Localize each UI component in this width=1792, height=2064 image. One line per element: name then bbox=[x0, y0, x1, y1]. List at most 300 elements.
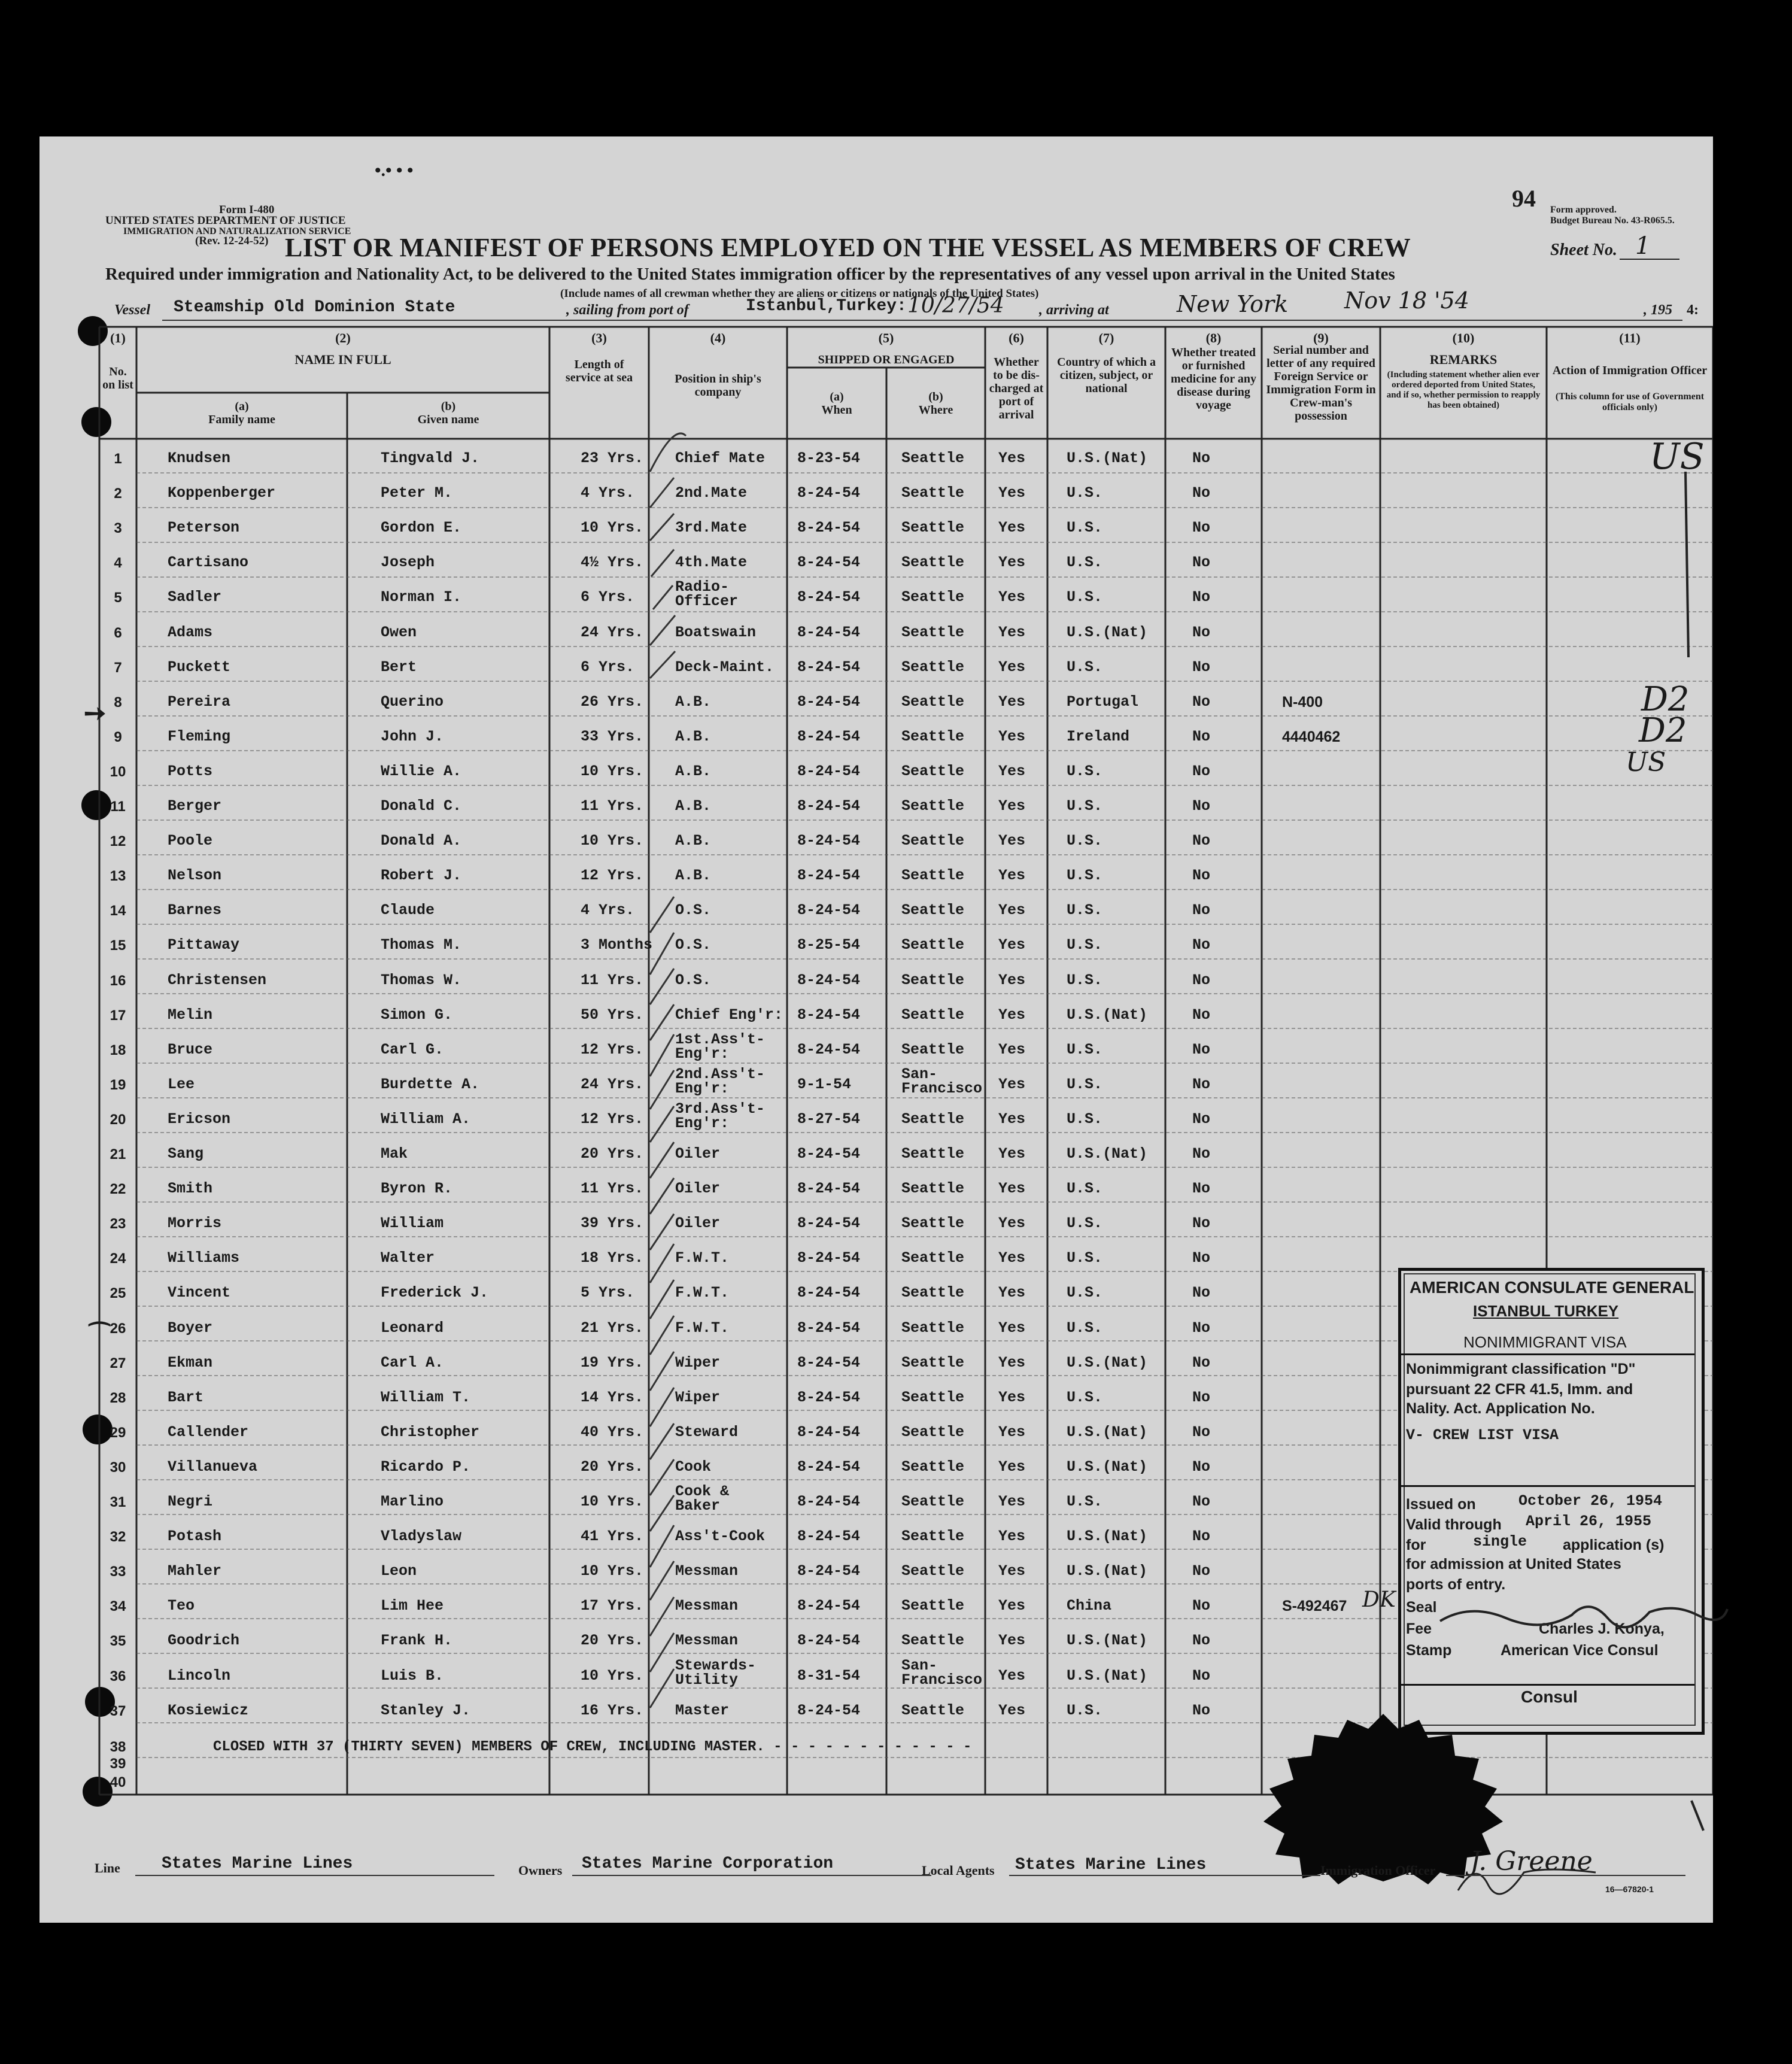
medicine-cell: No bbox=[1192, 1562, 1211, 1580]
position-cell: O.S. bbox=[675, 902, 712, 919]
row-number: 8 bbox=[114, 694, 122, 711]
position-cell: Radio- Officer bbox=[675, 578, 739, 611]
subtitle: Required under immigration and Nationality Act, to be delivered to the United States immigration officer by the representatives of any vessel upon arrival in the United States bbox=[105, 265, 1395, 284]
discharged-cell: Yes bbox=[998, 1284, 1026, 1302]
shipped-where-cell: Seattle bbox=[901, 832, 965, 850]
col-num-9: (9) bbox=[1313, 330, 1329, 345]
given-name-cell: Joseph bbox=[381, 554, 435, 572]
row-number: 38 bbox=[110, 1739, 126, 1755]
discharged-cell: Yes bbox=[998, 1388, 1026, 1406]
col-num-6: (6) bbox=[1009, 330, 1024, 345]
manifest-sheet bbox=[40, 136, 1713, 1923]
given-name-cell: Christopher bbox=[381, 1423, 480, 1441]
col-head-action: Action of Immigration Officer bbox=[1552, 364, 1708, 377]
discharged-cell: Yes bbox=[998, 693, 1026, 711]
discharged-cell: Yes bbox=[998, 450, 1026, 467]
consul-signature bbox=[1434, 1585, 1733, 1639]
position-cell: Oiler bbox=[675, 1145, 721, 1162]
footer-owners-label: Owners bbox=[518, 1863, 563, 1878]
shipped-where-cell: Seattle bbox=[901, 1284, 965, 1302]
discharged-cell: Yes bbox=[998, 1701, 1026, 1719]
country-cell: U.S. bbox=[1067, 1319, 1103, 1337]
family-name-cell: Peterson bbox=[168, 519, 240, 537]
position-cell: Messman bbox=[675, 1562, 739, 1580]
shipped-when-cell: 8-24-54 bbox=[797, 1319, 861, 1337]
position-cell: F.W.T. bbox=[675, 1249, 730, 1267]
medicine-cell: No bbox=[1192, 1215, 1211, 1233]
arrival-date: Nov 18 '54 bbox=[1344, 287, 1469, 314]
country-cell: Portugal bbox=[1067, 693, 1139, 711]
medicine-cell: No bbox=[1192, 762, 1211, 780]
length-of-service-cell: 14 Yrs. bbox=[581, 1388, 644, 1406]
row-number: 9 bbox=[114, 729, 122, 745]
given-name-cell: Vladyslaw bbox=[381, 1528, 462, 1546]
discharged-cell: Yes bbox=[998, 1145, 1026, 1162]
shipped-when-cell: 8-24-54 bbox=[797, 1597, 861, 1615]
country-cell: U.S. bbox=[1067, 554, 1103, 572]
given-name-cell: William A. bbox=[381, 1110, 471, 1128]
given-name-cell: Norman I. bbox=[381, 588, 462, 606]
shipped-where-cell: Seattle bbox=[901, 936, 965, 954]
discharged-cell: Yes bbox=[998, 727, 1026, 745]
col-num-7: (7) bbox=[1098, 330, 1114, 345]
length-of-service-cell: 16 Yrs. bbox=[581, 1701, 644, 1719]
arrow-mark-icon: ➙ bbox=[84, 699, 106, 728]
shipped-when-cell: 8-24-54 bbox=[797, 658, 861, 676]
row-number: 16 bbox=[110, 972, 126, 989]
position-cell: Cook bbox=[675, 1458, 712, 1476]
serial-number-cell: N-400 bbox=[1282, 693, 1323, 711]
given-name-cell: Leonard bbox=[381, 1319, 444, 1337]
shipped-when-cell: 8-24-54 bbox=[797, 588, 861, 606]
country-cell: U.S. bbox=[1067, 1215, 1103, 1233]
row-number: 19 bbox=[110, 1076, 126, 1093]
col-head-name-in-full: NAME IN FULL bbox=[294, 352, 391, 367]
annotation-d2-row-9: D2 bbox=[1639, 711, 1687, 750]
shipped-where-cell: Seattle bbox=[901, 1701, 965, 1719]
shipped-where-cell: San- Francisco bbox=[901, 1656, 983, 1689]
row-number: 39 bbox=[110, 1756, 126, 1772]
family-name-cell: Pittaway bbox=[168, 936, 240, 954]
family-name-cell: Potts bbox=[168, 762, 213, 780]
position-cell: Deck-Maint. bbox=[675, 658, 774, 676]
medicine-cell: No bbox=[1192, 867, 1211, 885]
row-number: 24 bbox=[110, 1250, 126, 1267]
discharged-cell: Yes bbox=[998, 519, 1026, 537]
stamp-ports: ports of entry. bbox=[1406, 1576, 1506, 1593]
arriving-label: , arriving at bbox=[1039, 302, 1109, 318]
page-number: 94 bbox=[1512, 185, 1536, 212]
shipped-when-cell: 8-24-54 bbox=[797, 1493, 861, 1510]
given-name-cell: Owen bbox=[381, 623, 417, 641]
country-cell: U.S. bbox=[1067, 971, 1103, 989]
country-cell: U.S. bbox=[1067, 484, 1103, 502]
given-name-cell: Willie A. bbox=[381, 762, 462, 780]
position-cell: O.S. bbox=[675, 971, 712, 989]
col-num-5: (5) bbox=[878, 330, 894, 345]
footer-owners-value: States Marine Corporation bbox=[582, 1854, 834, 1873]
footer-owners-rule bbox=[572, 1875, 931, 1876]
family-name-cell: Teo bbox=[168, 1597, 195, 1615]
row-number: 5 bbox=[114, 590, 122, 606]
shipped-where-cell: Seattle bbox=[901, 1458, 965, 1476]
shipped-when-cell: 8-31-54 bbox=[797, 1667, 861, 1684]
discharged-cell: Yes bbox=[998, 1040, 1026, 1058]
country-cell: U.S. bbox=[1067, 1180, 1103, 1198]
family-name-cell: Vincent bbox=[168, 1284, 231, 1302]
country-cell: U.S.(Nat) bbox=[1067, 450, 1148, 467]
country-cell: U.S.(Nat) bbox=[1067, 1667, 1148, 1684]
stamp-crew-list-visa: V- CREW LIST VISA bbox=[1406, 1426, 1559, 1444]
discharged-cell: Yes bbox=[998, 971, 1026, 989]
country-cell: U.S.(Nat) bbox=[1067, 1562, 1148, 1580]
shipped-where-cell: Seattle bbox=[901, 623, 965, 641]
sailing-port: Istanbul,Turkey: bbox=[746, 297, 907, 315]
footer-agents-value: States Marine Lines bbox=[1015, 1856, 1207, 1874]
position-cell: Stewards- Utility bbox=[675, 1656, 757, 1689]
country-cell: U.S. bbox=[1067, 658, 1103, 676]
shipped-where-cell: Seattle bbox=[901, 971, 965, 989]
stamp-issued-label: Issued on bbox=[1406, 1496, 1476, 1513]
col-num-4: (4) bbox=[710, 330, 726, 345]
position-cell: Cook & Baker bbox=[675, 1483, 730, 1514]
medicine-cell: No bbox=[1192, 1458, 1211, 1476]
given-name-cell: John J. bbox=[381, 727, 444, 745]
row-number: 3 bbox=[114, 520, 122, 537]
col-head-length: Length of service at sea bbox=[565, 358, 633, 384]
shipped-where-cell: Seattle bbox=[901, 1388, 965, 1406]
stamp-pursuant: pursuant 22 CFR 41.5, Imm. and bbox=[1406, 1381, 1633, 1398]
shipped-when-cell: 8-24-54 bbox=[797, 1145, 861, 1162]
shipped-where-cell: Seattle bbox=[901, 797, 965, 815]
shipped-where-cell: San- Francisco bbox=[901, 1065, 983, 1097]
length-of-service-cell: 50 Yrs. bbox=[581, 1006, 644, 1024]
vessel-name: Steamship Old Dominion State bbox=[174, 298, 455, 317]
footer-officer-label: Immigration Officer bbox=[1320, 1863, 1436, 1878]
shipped-when-cell: 8-24-54 bbox=[797, 1180, 861, 1198]
row-number: 26 bbox=[110, 1320, 126, 1337]
discharged-cell: Yes bbox=[998, 1423, 1026, 1441]
country-cell: U.S.(Nat) bbox=[1067, 1528, 1148, 1546]
department: UNITED STATES DEPARTMENT OF JUSTICE bbox=[105, 214, 346, 227]
vessel-label: Vessel bbox=[114, 302, 150, 318]
length-of-service-cell: 10 Yrs. bbox=[581, 1493, 644, 1510]
given-name-cell: Robert J. bbox=[381, 867, 462, 885]
family-name-cell: Sadler bbox=[168, 588, 222, 606]
given-name-cell: Mak bbox=[381, 1145, 408, 1162]
stamp-city: ISTANBUL TURKEY bbox=[1473, 1302, 1619, 1320]
shipped-where-cell: Seattle bbox=[901, 762, 965, 780]
country-cell: U.S. bbox=[1067, 867, 1103, 885]
medicine-cell: No bbox=[1192, 1632, 1211, 1650]
col-head-remarks: REMARKS bbox=[1429, 352, 1498, 367]
shipped-when-cell: 8-24-54 bbox=[797, 762, 861, 780]
stamp-nality: Nality. Act. Application No. bbox=[1406, 1400, 1595, 1417]
medicine-cell: No bbox=[1192, 1353, 1211, 1371]
given-name-cell: Carl G. bbox=[381, 1040, 444, 1058]
col-num-10: (10) bbox=[1452, 330, 1475, 345]
length-of-service-cell: 12 Yrs. bbox=[581, 1040, 644, 1058]
shipped-where-cell: Seattle bbox=[901, 1423, 965, 1441]
shipped-when-cell: 8-24-54 bbox=[797, 971, 861, 989]
stamp-consulate: AMERICAN CONSULATE GENERAL bbox=[1410, 1278, 1694, 1297]
given-name-cell: Byron R. bbox=[381, 1180, 453, 1198]
country-cell: U.S. bbox=[1067, 832, 1103, 850]
col-head-when-a: (a) bbox=[830, 390, 844, 403]
given-name-cell: Burdette A. bbox=[381, 1075, 480, 1093]
shipped-where-cell: Seattle bbox=[901, 1562, 965, 1580]
row-number: 36 bbox=[110, 1668, 126, 1684]
medicine-cell: No bbox=[1192, 1701, 1211, 1719]
shipped-when-cell: 8-24-54 bbox=[797, 902, 861, 919]
family-name-cell: Bart bbox=[168, 1388, 204, 1406]
country-cell: U.S. bbox=[1067, 1284, 1103, 1302]
given-name-cell: Luis B. bbox=[381, 1667, 444, 1684]
family-name-cell: Koppenberger bbox=[168, 484, 276, 502]
position-cell: F.W.T. bbox=[675, 1284, 730, 1302]
row-number: 2 bbox=[114, 485, 122, 502]
position-cell: A.B. bbox=[675, 797, 712, 815]
position-cell: 2nd.Mate bbox=[675, 484, 748, 502]
position-cell: O.S. bbox=[675, 936, 712, 954]
discharged-cell: Yes bbox=[998, 1632, 1026, 1650]
length-of-service-cell: 6 Yrs. bbox=[581, 658, 635, 676]
discharged-cell: Yes bbox=[998, 1667, 1026, 1684]
family-name-cell: Ekman bbox=[168, 1353, 213, 1371]
shipped-where-cell: Seattle bbox=[901, 658, 965, 676]
discharged-cell: Yes bbox=[998, 1249, 1026, 1267]
family-name-cell: Williams bbox=[168, 1249, 240, 1267]
col-head-family-a: (a) bbox=[235, 400, 249, 413]
given-name-cell: William T. bbox=[381, 1388, 471, 1406]
row-number: 33 bbox=[110, 1564, 126, 1580]
stamp-for-label: for bbox=[1406, 1537, 1426, 1553]
col-num-1: (1) bbox=[110, 330, 126, 345]
discharged-cell: Yes bbox=[998, 936, 1026, 954]
row-number: 32 bbox=[110, 1529, 126, 1546]
length-of-service-cell: 18 Yrs. bbox=[581, 1249, 644, 1267]
sailing-label: , sailing from port of bbox=[566, 302, 689, 318]
country-cell: U.S.(Nat) bbox=[1067, 1632, 1148, 1650]
shipped-where-cell: Seattle bbox=[901, 727, 965, 745]
col-head-no-on-list: No. on list bbox=[102, 365, 133, 391]
medicine-cell: No bbox=[1192, 1040, 1211, 1058]
annotation-d2-row-8: D2 bbox=[1641, 680, 1690, 719]
row-number: 34 bbox=[110, 1598, 126, 1615]
position-cell: 2nd.Ass't- Eng'r: bbox=[675, 1065, 766, 1097]
country-cell: U.S.(Nat) bbox=[1067, 1458, 1148, 1476]
stamp-signer-title: American Vice Consul bbox=[1501, 1642, 1659, 1659]
medicine-cell: No bbox=[1192, 797, 1211, 815]
length-of-service-cell: 20 Yrs. bbox=[581, 1145, 644, 1162]
length-of-service-cell: 26 Yrs. bbox=[581, 693, 644, 711]
discharged-cell: Yes bbox=[998, 1562, 1026, 1580]
discharged-cell: Yes bbox=[998, 1319, 1026, 1337]
country-cell: U.S. bbox=[1067, 1249, 1103, 1267]
country-cell: U.S. bbox=[1067, 1040, 1103, 1058]
shipped-where-cell: Seattle bbox=[901, 1249, 965, 1267]
position-cell: 4th.Mate bbox=[675, 554, 748, 572]
position-cell: 1st.Ass't- Eng'r: bbox=[675, 1030, 766, 1063]
length-of-service-cell: 10 Yrs. bbox=[581, 1667, 644, 1684]
shipped-where-cell: Seattle bbox=[901, 1040, 965, 1058]
shipped-where-cell: Seattle bbox=[901, 484, 965, 502]
shipped-when-cell: 8-24-54 bbox=[797, 797, 861, 815]
country-cell: U.S.(Nat) bbox=[1067, 623, 1148, 641]
family-name-cell: Barnes bbox=[168, 902, 222, 919]
shipped-when-cell: 8-24-54 bbox=[797, 1632, 861, 1650]
stamp-consul: Consul bbox=[1521, 1687, 1578, 1706]
country-cell: U.S.(Nat) bbox=[1067, 1353, 1148, 1371]
stamp-single: single bbox=[1473, 1533, 1527, 1550]
position-cell: A.B. bbox=[675, 762, 712, 780]
family-name-cell: Christensen bbox=[168, 971, 267, 989]
length-of-service-cell: 19 Yrs. bbox=[581, 1353, 644, 1371]
footer-officer-rule bbox=[1446, 1875, 1685, 1876]
shipped-where-cell: Seattle bbox=[901, 1145, 965, 1162]
shipped-when-cell: 8-24-54 bbox=[797, 1388, 861, 1406]
family-name-cell: Puckett bbox=[168, 658, 231, 676]
position-cell: Ass't-Cook bbox=[675, 1528, 766, 1546]
given-name-cell: Lim Hee bbox=[381, 1597, 444, 1615]
top-marks: •.• • • bbox=[375, 160, 414, 180]
stamp-stamp: Stamp bbox=[1406, 1642, 1452, 1659]
medicine-cell: No bbox=[1192, 832, 1211, 850]
discharged-cell: Yes bbox=[998, 1493, 1026, 1510]
row-number: 6 bbox=[114, 624, 122, 641]
medicine-cell: No bbox=[1192, 519, 1211, 537]
medicine-cell: No bbox=[1192, 623, 1211, 641]
position-cell: Chief Eng'r: bbox=[675, 1006, 783, 1024]
footer-agents-rule bbox=[1009, 1875, 1320, 1876]
length-of-service-cell: 11 Yrs. bbox=[581, 1180, 644, 1198]
shipped-where-cell: Seattle bbox=[901, 519, 965, 537]
country-cell: U.S. bbox=[1067, 1493, 1103, 1510]
shipped-when-cell: 8-24-54 bbox=[797, 1353, 861, 1371]
position-cell: A.B. bbox=[675, 727, 712, 745]
family-name-cell: Berger bbox=[168, 797, 222, 815]
shipped-when-cell: 8-24-54 bbox=[797, 867, 861, 885]
medicine-cell: No bbox=[1192, 1284, 1211, 1302]
form-number: Form I-480 bbox=[219, 204, 275, 216]
family-name-cell: Fleming bbox=[168, 727, 231, 745]
col-head-where: Where bbox=[918, 403, 953, 417]
shipped-where-cell: Seattle bbox=[901, 693, 965, 711]
service: IMMIGRATION AND NATURALIZATION SERVICE bbox=[123, 226, 351, 236]
row-number: 37 bbox=[110, 1702, 126, 1719]
discharged-cell: Yes bbox=[998, 1075, 1026, 1093]
discharged-cell: Yes bbox=[998, 867, 1026, 885]
length-of-service-cell: 40 Yrs. bbox=[581, 1423, 644, 1441]
stamp-valid-label: Valid through bbox=[1406, 1516, 1502, 1533]
medicine-cell: No bbox=[1192, 1110, 1211, 1128]
length-of-service-cell: 10 Yrs. bbox=[581, 762, 644, 780]
col-num-2: (2) bbox=[335, 330, 351, 345]
medicine-cell: No bbox=[1192, 1319, 1211, 1337]
footer-line-label: Line bbox=[95, 1860, 120, 1875]
length-of-service-cell: 4 Yrs. bbox=[581, 902, 635, 919]
discharged-cell: Yes bbox=[998, 832, 1026, 850]
shipped-where-cell: Seattle bbox=[901, 902, 965, 919]
col-head-family: Family name bbox=[208, 413, 275, 426]
given-name-cell: Thomas W. bbox=[381, 971, 462, 989]
length-of-service-cell: 33 Yrs. bbox=[581, 727, 644, 745]
medicine-cell: No bbox=[1192, 1493, 1211, 1510]
given-name-cell: Leon bbox=[381, 1562, 417, 1580]
row-number: 15 bbox=[110, 937, 126, 954]
shipped-when-cell: 8-24-54 bbox=[797, 1458, 861, 1476]
sheet-number: 1 bbox=[1635, 232, 1651, 260]
shipped-when-cell: 8-24-54 bbox=[797, 1249, 861, 1267]
col-head-medicine: Whether treated or furnished medicine for any disease during voyage bbox=[1171, 346, 1256, 412]
country-cell: U.S. bbox=[1067, 588, 1103, 606]
medicine-cell: No bbox=[1192, 1388, 1211, 1406]
shipped-when-cell: 8-24-54 bbox=[797, 1528, 861, 1546]
length-of-service-cell: 21 Yrs. bbox=[581, 1319, 644, 1337]
given-name-cell: Carl A. bbox=[381, 1353, 444, 1371]
position-cell: F.W.T. bbox=[675, 1319, 730, 1337]
discharged-cell: Yes bbox=[998, 797, 1026, 815]
shipped-when-cell: 8-24-54 bbox=[797, 832, 861, 850]
arrival-port: New York bbox=[1177, 291, 1289, 317]
include-note: (Include names of all crewman whether they are aliens or citizens or nationals of the United States) bbox=[560, 287, 1039, 300]
country-cell: U.S.(Nat) bbox=[1067, 1423, 1148, 1441]
stamp-signer: Charles J. Konya, bbox=[1539, 1620, 1665, 1637]
stamp-seal: Seal bbox=[1406, 1599, 1437, 1616]
family-name-cell: Mahler bbox=[168, 1562, 222, 1580]
country-cell: U.S. bbox=[1067, 1075, 1103, 1093]
shipped-when-cell: 8-24-54 bbox=[797, 1006, 861, 1024]
family-name-cell: Lincoln bbox=[168, 1667, 231, 1684]
row-number: 40 bbox=[110, 1774, 126, 1790]
length-of-service-cell: 5 Yrs. bbox=[581, 1284, 635, 1302]
shipped-when-cell: 8-24-54 bbox=[797, 1040, 861, 1058]
length-of-service-cell: 20 Yrs. bbox=[581, 1458, 644, 1476]
given-name-cell: Bert bbox=[381, 658, 417, 676]
given-name-cell: Querino bbox=[381, 693, 444, 711]
shipped-when-cell: 8-24-54 bbox=[797, 484, 861, 502]
shipped-when-cell: 8-24-54 bbox=[797, 693, 861, 711]
row-number: 10 bbox=[110, 763, 126, 780]
medicine-cell: No bbox=[1192, 1423, 1211, 1441]
length-of-service-cell: 24 Yrs. bbox=[581, 623, 644, 641]
closing-line: CLOSED WITH 37 (THIRTY SEVEN) MEMBERS OF CREW, INCLUDING MASTER. - - - - - - - - - - - - bbox=[213, 1739, 972, 1755]
stamp-classification: Nonimmigrant classification "D" bbox=[1406, 1361, 1636, 1377]
country-cell: Ireland bbox=[1067, 727, 1130, 745]
revision: (Rev. 12-24-52) bbox=[195, 235, 269, 247]
family-name-cell: Adams bbox=[168, 623, 213, 641]
medicine-cell: No bbox=[1192, 658, 1211, 676]
shipped-where-cell: Seattle bbox=[901, 1110, 965, 1128]
col-num-8: (8) bbox=[1205, 330, 1222, 345]
footer-officer-signature: J. Greene bbox=[1470, 1846, 1593, 1877]
col-head-discharged: Whether to be dis-charged at port of arrival bbox=[989, 356, 1044, 421]
discharged-cell: Yes bbox=[998, 1353, 1026, 1371]
shipped-where-cell: Seattle bbox=[901, 1353, 965, 1371]
position-cell: Messman bbox=[675, 1632, 739, 1650]
length-of-service-cell: 11 Yrs. bbox=[581, 797, 644, 815]
footer-line-rule bbox=[135, 1875, 494, 1876]
shipped-where-cell: Seattle bbox=[901, 1319, 965, 1337]
page-title: LIST OR MANIFEST OF PERSONS EMPLOYED ON THE VESSEL AS MEMBERS OF CREW bbox=[285, 233, 1411, 262]
discharged-cell: Yes bbox=[998, 1180, 1026, 1198]
col-head-shipped: SHIPPED OR ENGAGED bbox=[818, 353, 955, 366]
given-name-cell: Frank H. bbox=[381, 1632, 453, 1650]
country-cell: China bbox=[1067, 1597, 1112, 1615]
col-head-given: Given name bbox=[417, 413, 479, 426]
given-name-cell: Simon G. bbox=[381, 1006, 453, 1024]
medicine-cell: No bbox=[1192, 1597, 1211, 1615]
